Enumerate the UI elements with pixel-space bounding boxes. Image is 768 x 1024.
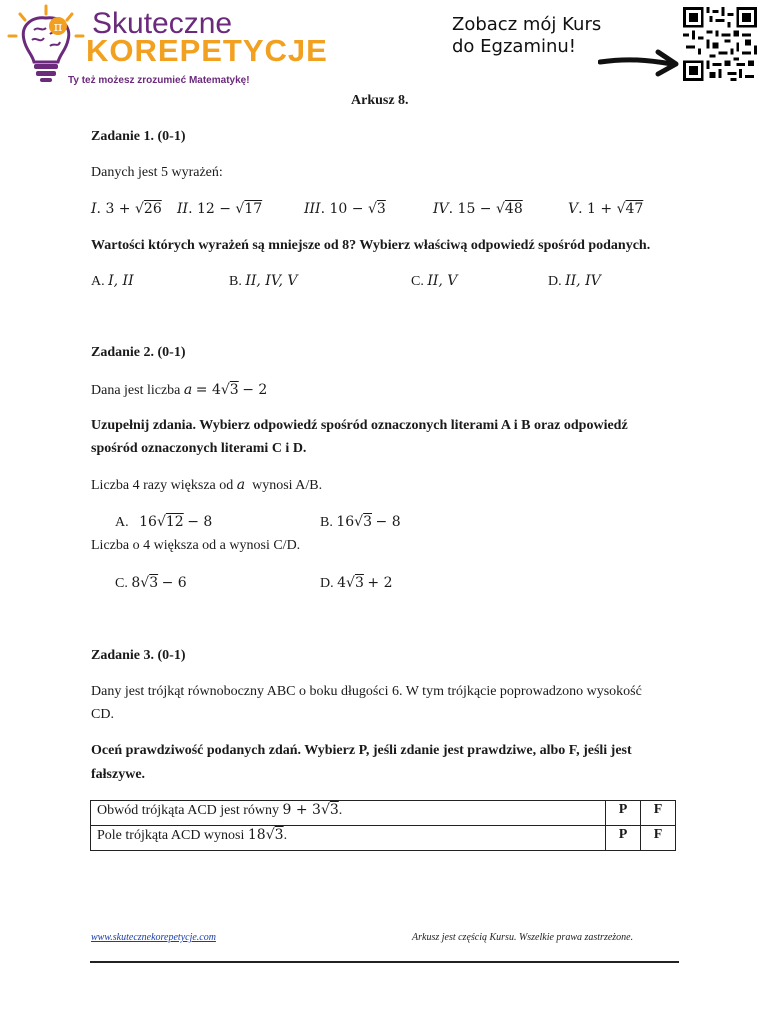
statement-2: Pole trójkąta ACD wynosi 18√3. xyxy=(91,826,606,851)
statement-1-true-cell[interactable]: P xyxy=(606,801,641,826)
table-row xyxy=(91,801,676,826)
course-promo xyxy=(452,14,601,58)
sheet-title: Arkusz 8. xyxy=(351,93,409,108)
task1-answer-a[interactable]: A. I, II xyxy=(91,273,134,289)
logo-tagline: Ty też możesz zrozumieć Matematykę! xyxy=(68,75,250,86)
task2-instruction-line-2: spośród oznaczonych literami C i D. xyxy=(91,441,307,456)
task1-answer-b[interactable]: B. II, IV, V xyxy=(229,273,298,289)
footer-divider xyxy=(90,961,679,963)
website-link[interactable]: www.skutecznekorepetycje.com xyxy=(91,932,216,943)
task1-answer-c[interactable]: C. II, V xyxy=(411,273,458,289)
task2-instruction-line-1: Uzupełnij zdania. Wybierz odpowiedź spośród oznaczonych literami A i B oraz odpowiedź xyxy=(91,418,628,433)
task1-question: Wartości których wyrażeń są mniejsze od 8? Wybierz właściwą odpowiedź spośród podanych. xyxy=(91,238,651,253)
task3-description-line-1: Dany jest trójkąt równoboczny ABC o boku długości 6. W tym trójkącie poprowadzono wysokość xyxy=(91,684,642,699)
promo-line-2: do Egzaminu! xyxy=(452,36,577,57)
true-false-table xyxy=(90,800,676,851)
task2-option-d[interactable]: D. 4√3 + 2 xyxy=(320,575,393,591)
task3-description-line-2: CD. xyxy=(91,707,114,722)
promo-line-1: Zobacz mój Kurs xyxy=(452,14,602,35)
task2-option-b[interactable]: B. 16√3 − 8 xyxy=(320,514,401,530)
task2-intro: Dana jest liczba a = 4√3 − 2 xyxy=(91,382,268,398)
task3-title: Zadanie 3. (0-1) xyxy=(91,648,186,663)
task1-intro: Danych jest 5 wyrażeń: xyxy=(91,165,223,180)
table-row xyxy=(91,826,676,851)
task1-expression-1: I. 3 + √26 xyxy=(91,201,162,217)
task1-expression-5: V. 1 + √47 xyxy=(568,201,644,217)
logo-title: Skuteczne xyxy=(92,7,233,40)
task3-instruction-line-2: fałszywe. xyxy=(91,767,146,782)
task2-sentence-1: Liczba 4 razy większa od a wynosi A/B. xyxy=(91,477,323,493)
svg-text:π: π xyxy=(53,20,63,35)
statement-1-false-cell[interactable]: F xyxy=(641,801,676,826)
logo-subtitle: KOREPETYCJE xyxy=(86,33,328,68)
task1-answer-d[interactable]: D. II, IV xyxy=(548,273,601,289)
task1-title: Zadanie 1. (0-1) xyxy=(91,129,186,144)
task3-instruction-line-1: Oceń prawdziwość podanych zdań. Wybierz P, jeśli zdanie jest prawdziwe, albo F, jeśli jest xyxy=(91,743,632,758)
statement-2-true-cell[interactable]: P xyxy=(606,826,641,851)
task2-option-a[interactable]: A. 16√12 − 8 xyxy=(115,514,213,530)
task2-sentence-2: Liczba o 4 większa od a wynosi C/D. xyxy=(91,538,301,553)
task1-expression-3: III. 10 − √3 xyxy=(304,201,386,217)
task1-expression-4: IV. 15 − √48 xyxy=(433,201,523,217)
statement-2-false-cell[interactable]: F xyxy=(641,826,676,851)
task1-expression-2: II. 12 − √17 xyxy=(177,201,263,217)
task2-option-c[interactable]: C. 8√3 − 6 xyxy=(115,575,187,591)
task2-title: Zadanie 2. (0-1) xyxy=(91,345,186,360)
qr-code-icon[interactable] xyxy=(683,7,757,81)
brand-logo xyxy=(6,4,328,90)
brain-bulb-icon xyxy=(6,4,86,84)
statement-1: Obwód trójkąta ACD jest równy 9 + 3√3. xyxy=(91,801,606,826)
copyright-note: Arkusz jest częścią Kursu. Wszelkie prawa zastrzeżone. xyxy=(412,932,634,943)
arrow-right-icon xyxy=(598,48,680,78)
